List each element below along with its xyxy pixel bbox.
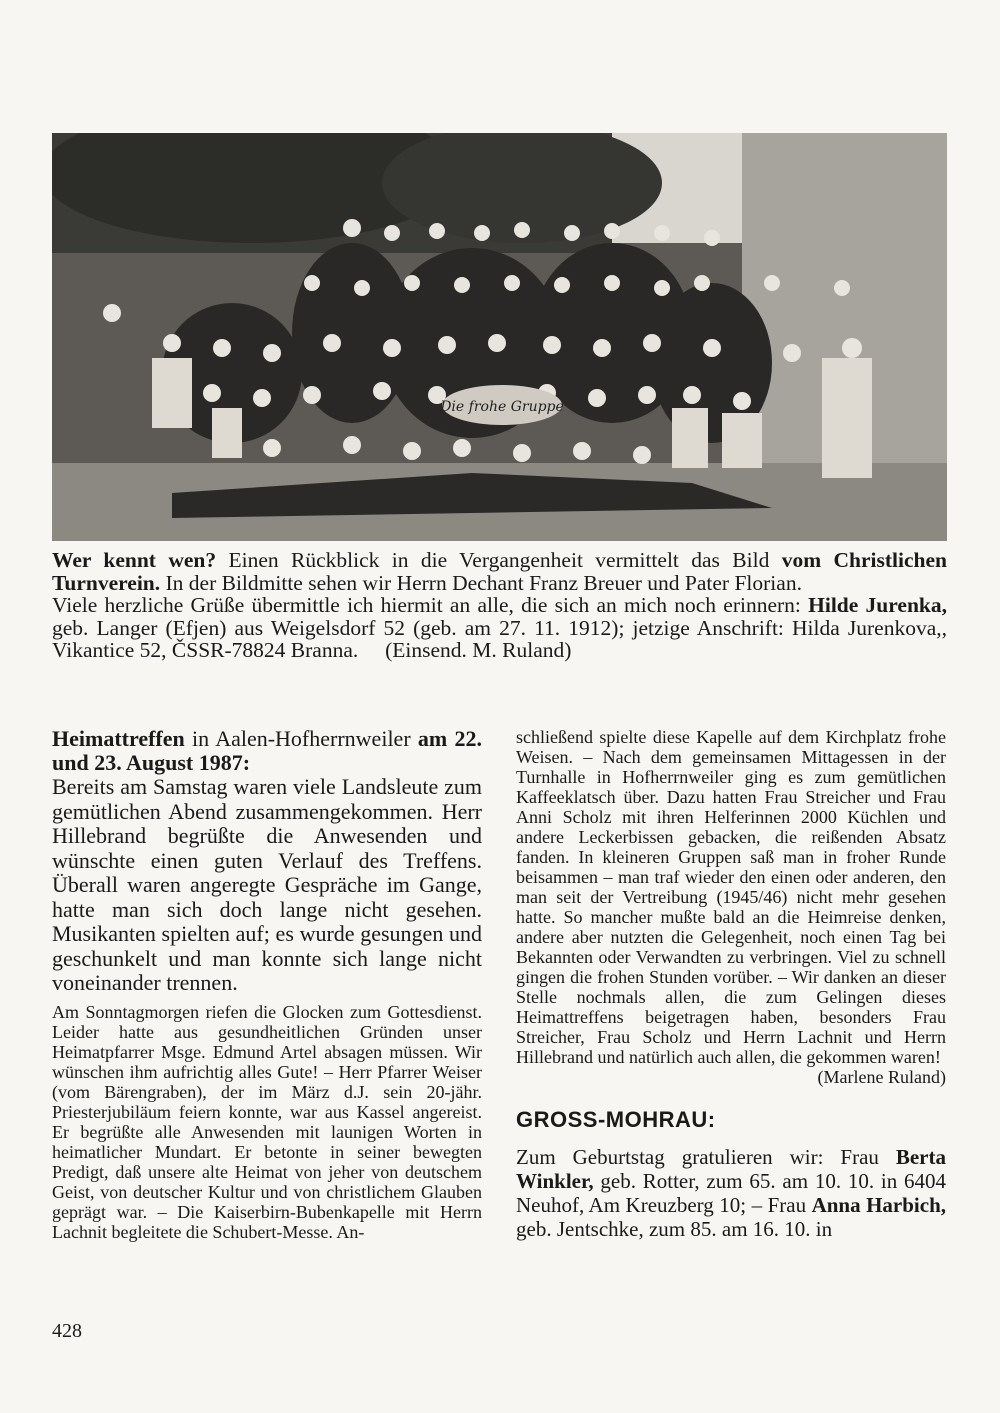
caption-question: Wer kennt wen? (52, 548, 217, 572)
greeting-text-1: Zum Geburtstag gratulieren wir: Frau (516, 1145, 896, 1169)
group-photo-image (52, 133, 947, 541)
article-right-column (516, 727, 946, 1241)
caption-sender: (Einsend. M. Ruland) (385, 638, 572, 662)
section-title: GROSS-MOHRAU: (516, 1107, 716, 1132)
birthday-greeting (516, 1145, 946, 1241)
page-number: 428 (52, 1320, 82, 1342)
caption-club: vom Christlichen Turnverein. (52, 548, 947, 595)
caption-text-2: In der Bildmitte sehen wir Herrn Dechant Franz Breuer und Pater Florian. (160, 570, 802, 595)
article-paragraph-3: schließend spielte diese Kapelle auf dem Kirchplatz frohe Weisen. – Nach dem gemeinsamen Mittagessen in der Turnhalle in Hofherrnweiler ging es zum gemütlichen Kaffeeklatsch über. Dazu hatten Frau Streicher und Frau Anni Scholz mit ihren Helferinnen 2000 Küchlen und andere Leckerbissen gebacken, die reißenden Absatz fanden. In kleineren Gruppen saß man in froher Runde beisammen – man traf wieder den einen oder anderen, den man seit der Vertreibung (1945/46) nicht mehr gesehen hatte. So mancher mußte bald an die Heimreise denken, andere aber nutzten die Gelegenheit, noch einen Tag bei Bekannten oder Verwandten zu verbringen. Viel zu schnell gingen die frohen Stunden vorüber. – Wir danken an dieser Stelle nochmals allen, die zum Gelingen dieses Heimattreffens beigetragen haben, besonders Frau Streicher, Frau Scholz und Herrn Lachnit und Herrn Hillebrand und natürlich auch allen, die gekommen waren! (516, 727, 946, 1067)
article-author: (Marlene Ruland) (817, 1067, 946, 1087)
greeting-name-1: Berta Winkler, (516, 1145, 946, 1193)
caption-name: Hilde Jurenka, (808, 593, 947, 617)
caption-text-1: Einen Rückblick in die Vergangenheit vermittelt das Bild (216, 548, 782, 572)
greeting-text-3: geb. Jentschke, zum 85. am 16. 10. in (516, 1217, 833, 1241)
greeting-text-2: geb. Rotter, zum 65. am 10. 10. in 6404 Neuhof, Am Kreuzberg 10; – Frau (516, 1169, 946, 1217)
caption-text-4: geb. Langer (Efjen) aus Weigelsdorf 52 (geb. am 27. 11. 1912); jetzige Anschrift: Hilda Jurenkova,, Vikantice 52, ČSSR-78824 Branna. (52, 615, 947, 662)
article-paragraph-2: Am Sonntagmorgen riefen die Glocken zum Gottesdienst. Leider hatte aus gesundheitlichen Gründen unser Heimatpfarrer Msge. Edmund Artel absagen müssen. Wir wünschen ihm aufrichtig alles Gute! – Herr Pfarrer Weiser (vom Bärengraben), der im März d.J. sein 20-jähr. Priesterjubiläum feiern konnte, war aus Kassel angereist. Er begrüßte alle Anwesenden mit launigen Worten in heimatlicher Mundart. Er betonte in seiner bewegten Predigt, daß unsere alte Heimat von jeher von deutschem Geist, von deutscher Kultur und von christlichem Glauben geprägt war. – Die Kaiserbirn-Bubenkapelle mit Herrn Lachnit begleitete die Schubert-Messe. An- (52, 1001, 482, 1242)
article-heading-c: am 22. und 23. August 1987: (52, 726, 482, 775)
article-heading-a: Heimattreffen (52, 726, 185, 751)
article-heading (52, 727, 482, 775)
photo-caption (52, 549, 947, 662)
greeting-name-2: Anna Harbich, (811, 1193, 946, 1217)
caption-text-3: Viele herzliche Grüße übermittle ich hiermit an alle, die sich an mich noch erinnern: (52, 593, 809, 617)
article-paragraph-1: Bereits am Samstag waren viele Landsleute zum gemütlichen Abend zusammengekommen. Herr Hillebrand begrüßte die Anwesenden und wünschte einen guten Verlauf des Treffens. Überall waren angeregte Gespräche im Gange, hatte man sich doch lange nicht gesehen. Musikanten spielten auf; es wurde gesungen und geschunkelt und man konnte sich lange nicht voneinander trennen. (52, 774, 482, 995)
banner-text: Die frohe Gruppe (440, 399, 564, 415)
group-photo (52, 133, 947, 541)
article-heading-b: in Aalen-Hofherrnweiler (184, 726, 418, 751)
article-left-column (52, 727, 482, 1242)
